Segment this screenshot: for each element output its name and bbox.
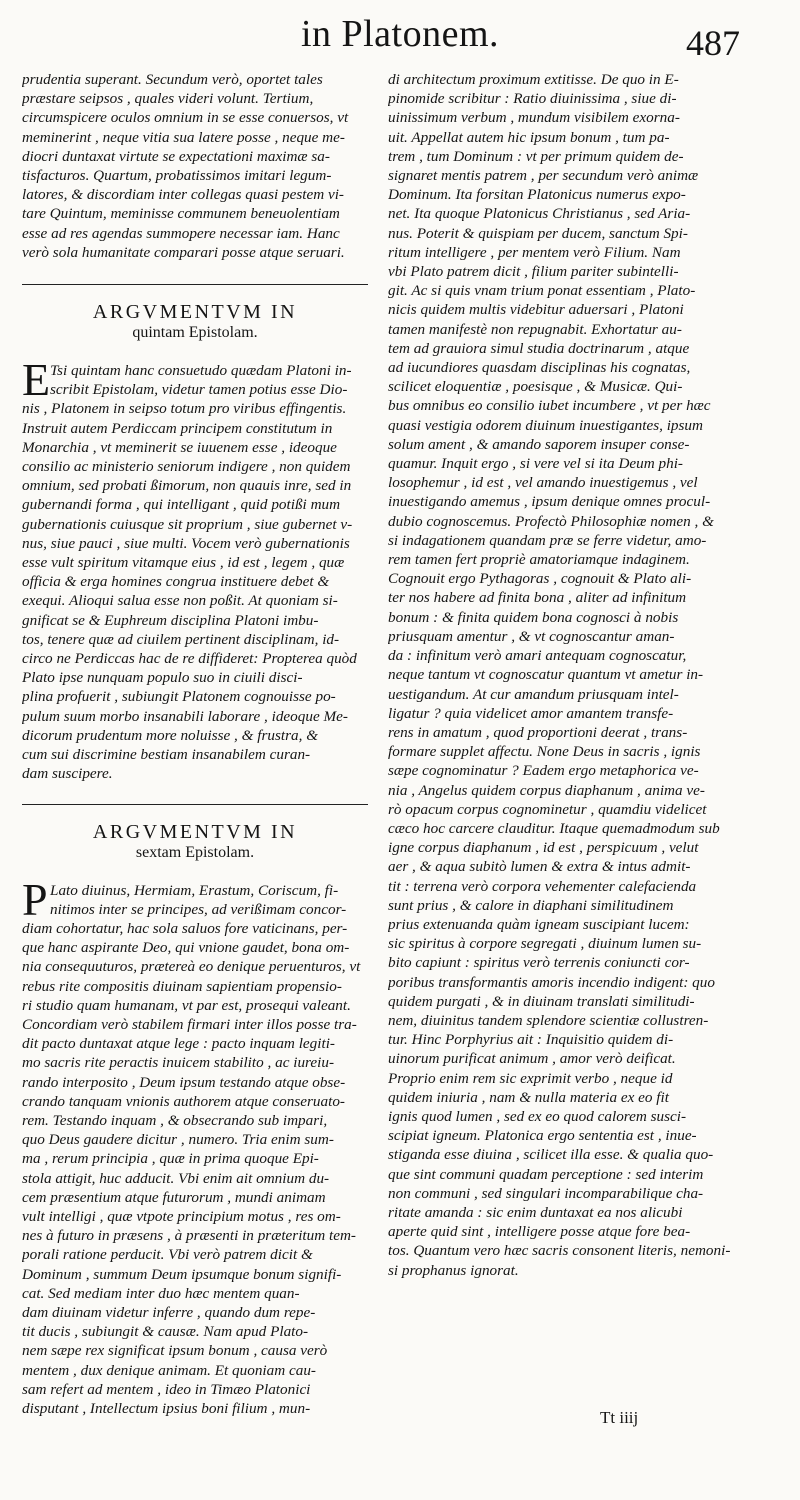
text-line: uit. Appellat autem hic ipsum bonum , tum pa- (388, 128, 670, 146)
text-line: ritum intelligere , per mentem verò Filium. Nam (388, 243, 681, 261)
text-line: circo ne Perdiccas hac de re diffideret: Propterea quòd (22, 650, 357, 668)
text-line: nem sæpe rex significat ipsum bonum , causa verò (22, 1342, 328, 1360)
text-line: aer , & aqua subitò lumen & extra & intus admit- (388, 858, 691, 876)
text-line: quo Deus gaudere dicitur , numero. Tria enim sum- (22, 1131, 334, 1149)
heading-subtitle: sextam Epistolam. (135, 843, 255, 861)
text-line: tit ducis , subiungit & causæ. Nam apud Plato- (22, 1323, 309, 1341)
text-line: rò opacum corpus cognominetur , quamdiu videlicet (388, 800, 707, 818)
text-line: net. Ita quoque Platonicus Christianus , sed Aria- (388, 205, 691, 223)
text-line: si prophanus ignorat. (388, 1261, 519, 1279)
text-line: Concordiam verò stabilem firmari inter illos posse tra- (22, 1015, 357, 1033)
text-line: nicis quidem multis videbitur aduersari , Platoni (388, 301, 684, 319)
text-line: dam suscipere. (22, 765, 113, 783)
text-line: rem tamen fert propriè amatoriamque indaginem. (388, 551, 690, 569)
text-line: nes à futuro in præsens , à præsenti in præteritum tem- (22, 1227, 356, 1245)
text-line: quidem iniuria , nam & nulla materia ex eo fit (388, 1088, 669, 1106)
text-line: scipiat igneum. Platonica ergo sententia est , inue- (388, 1127, 697, 1145)
text-line: tit : terrena verò corpora vehementer calefacienda (388, 877, 697, 895)
paragraph-quintam (22, 354, 368, 783)
text-line: tos. Quantum vero hæc sacris consonent literis, nemoni- (388, 1242, 731, 1260)
page-number: 487 (686, 23, 740, 63)
text-line: uestigandum. At cur amandum priusquam intel- (388, 685, 679, 703)
text-line: ri studio quam humanam, vt par est, prosequi valeant. (22, 996, 351, 1014)
text-line: nus. Poterit & quispiam per ducem, sanctum Spi- (388, 224, 688, 242)
text-line: ma , rerum principia , quæ in prima quoque Epi- (22, 1150, 319, 1168)
text-line: rem. Testando inquam , & obsecrando sub impari, (22, 1111, 328, 1129)
text-line: neque tantum vt cognoscatur quantum vt ametur in- (388, 666, 704, 684)
text-line: tos, tenere quæ ad ciuilem pertinent disciplinam, id- (22, 630, 340, 648)
text-line: trem , tum Dominum : vt per primum quidem de- (388, 147, 684, 165)
text-line: da : infinitum verò amari antequam cognoscatur, (388, 647, 687, 665)
text-line: quamur. Inquit ergo , si vere vel si ita Deum phi- (388, 455, 683, 473)
text-line: sam refert ad mentem , ideo in Timæo Platonici (22, 1380, 311, 1398)
text-line: nis , Platonem in seipso totum pro viribus effingentis. (22, 400, 347, 418)
text-line: verò sola humanitate comparari posse atque seruari. (22, 243, 345, 261)
text-line: vbi Plato patrem dicit , filium pariter subintelli- (388, 263, 679, 281)
section-heading-sextam (22, 821, 368, 863)
signature-mark: Tt iiij (600, 1408, 639, 1427)
text-line: dicorum prudentum more noluisse , & frustra, & (22, 726, 319, 744)
text-line: di architectum proximum extitisse. De quo in E- (388, 71, 679, 88)
text-line: igne corpus diaphanum , id est , perspicuum , velut (388, 839, 699, 857)
text-line: plina profuerit , subiungit Platonem cognouisse po- (22, 688, 336, 706)
text-line: si indagationem quandam præ se ferre videtur, amo- (388, 531, 707, 549)
text-line: tisfacturos. Quartum, probatissimos imitari legum- (22, 167, 332, 185)
paragraph-sextam (22, 873, 368, 1419)
text-line: ad iucundiores quasdam disciplinas his cognatas, (388, 359, 691, 377)
text-line: losophemur , id est , vel amando inuestigemus , vel (388, 474, 698, 492)
text-line: ter nos habere ad finita bona , aliter ad infinitum (388, 589, 687, 607)
text-line: scilicet eloquentiæ , poesisque , & Musicæ. Qui- (388, 378, 683, 396)
text-line: pulum suum morbo insanabili laborare , ideoque Me- (22, 707, 348, 725)
text-line: nitimos inter se principes, ad verißimam concor- (50, 900, 347, 918)
right-column (388, 70, 780, 1280)
text-line: tem ad grauiora simul studia doctrinarum , atque (388, 339, 690, 357)
text-line: mo sacris rite peractis inuicem stabilito , ac iureiu- (22, 1054, 335, 1072)
text-line: gnificat se & Euphreum disciplina Platoni imbu- (22, 611, 319, 629)
text-line: gubernationis cuiusque sit proprium , siue gubernet v- (22, 515, 353, 533)
text-line: cæco hoc carcere clauditur. Itaque quemadmodum sub (388, 819, 720, 837)
text-line: sunt prius , & calore in diaphani similitudinem (388, 896, 674, 914)
text-line: Proprio enim rem sic exprimit verbo , neque id (388, 1069, 673, 1087)
text-line: poribus transformantis amoris incendio indigent: quo (388, 973, 715, 991)
text-line: Monarchia , vt meminerit se iuuenem esse , ideoque (22, 438, 337, 456)
text-line: latores, & discordiam inter collegas quasi pestem vi- (22, 186, 344, 204)
text-line: esse vult spiritum vitamque eius , id est , legem , quæ (22, 554, 345, 572)
text-line: signaret mentis patrem , per secundum verò animæ (388, 167, 699, 185)
text-line: rebus rite compositis diuinam sapientiam propensio- (22, 977, 342, 995)
text-line: Plato ipse nunquam populo suo in ciuili disci- (22, 669, 303, 687)
text-line: disputant , Intellectum ipsius boni filium , mun- (22, 1399, 311, 1417)
text-line: bito capiunt : spiritus verò terrenis coniuncti cor- (388, 954, 690, 972)
text-line: mentem , dux denique animam. Et quoniam cau- (22, 1361, 316, 1379)
text-line: gubernandi forma , qui intelligant , quid potißi mum (22, 496, 341, 514)
text-line: scribit Epistolam, videtur tamen potius esse Dio- (50, 381, 348, 399)
text-line: bonum : & finita quidem bona cognosci à nobis (388, 608, 679, 626)
text-line: quidem purgati , & in diuinam translati similitudi- (388, 992, 695, 1010)
text-line: tamen manifestè non repugnabit. Exhortatur au- (388, 320, 682, 338)
text-line: Dominum , summum Deum ipsumque bonum signifi- (22, 1265, 342, 1283)
text-line: cum sui discrimine bestiam insanabilem curan- (22, 746, 311, 764)
text-line: stola attigit, huc adducit. Vbi enim ait omnium du- (22, 1169, 330, 1187)
text-line: formare supplet affectu. None Deus in sacris , ignis (388, 743, 701, 761)
text-line: Instruit autem Perdiccam principem constitutum in (22, 419, 333, 437)
drop-cap: E (22, 354, 51, 406)
text-line: Dominum. Ita forsitan Platonicus numerus expo- (388, 186, 686, 204)
text-line: prudentia superant. Secundum verò, oportet tales (22, 71, 323, 88)
text-line: bus omnibus eo consilio iubet incumbere , vt per hæc (388, 397, 711, 415)
text-line: Cognouit ergo Pythagoras , cognouit & Plato ali- (388, 570, 692, 588)
text-line: cem præsentium atque futurorum , mundi animam (22, 1188, 326, 1206)
running-title: in Platonem. (300, 13, 500, 55)
text-line: omnium, sed probati ßimorum, non quauis inre, sed in (22, 477, 352, 495)
section-heading-quintam (22, 301, 368, 343)
text-line: solum ament , & amando saporem insuper conse- (388, 435, 690, 453)
text-line: nia consequuturos, prætereà eo denique peruenturos, vt (22, 958, 361, 976)
text-line: priusquam amentur , & vt cognoscantur aman- (388, 627, 675, 645)
text-line: aperte quid sint , intelligere posse atque fore bea- (388, 1223, 691, 1241)
text-line: esse ad res agendas summopere necessar iam. Hanc (22, 224, 340, 242)
left-column (22, 70, 368, 1418)
text-line: præstare seipsos , quales videri volunt. Tertium, (22, 90, 314, 108)
heading-subtitle: quintam Epistolam. (132, 324, 258, 342)
text-line: cat. Sed mediam inter duo hæc mentem quan- (22, 1284, 300, 1302)
text-line: ritate amanda : sic enim duntaxat ea nos alicubi (388, 1203, 683, 1221)
text-line: nem, diuinitus tandem splendore scientiæ collustren- (388, 1011, 709, 1029)
text-line: nia , Angelus quidem corpus diaphanum , anima ve- (388, 781, 705, 799)
section-divider (22, 804, 368, 805)
text-line: prius extenuanda quàm igneam suscipiant lucem: (388, 915, 690, 933)
text-line: dubio cognoscemus. Profectò Philosophiæ nomen , & (388, 512, 714, 530)
text-line: consilio ac ministerio seniorum indigere , non quidem (22, 458, 351, 476)
intro-paragraph (22, 70, 368, 262)
text-line: que hanc aspirante Deo, qui vnione gaudet, bona om- (22, 939, 350, 957)
text-line: Tsi quintam hanc consuetudo quædam Platoni in- (50, 362, 352, 380)
text-line: que sint communi quadam perceptione : sed interim (388, 1165, 704, 1183)
text-line: exequi. Alioqui salua esse non poßit. At quoniam si- (22, 592, 338, 610)
text-line: inuestigando amemus , ipsum denique omnes procul- (388, 493, 711, 511)
text-line: diam cohortatur, hac sola saluos fore vaticinans, per- (22, 919, 348, 937)
text-line: pinomide scribitur : Ratio diuinissima , siue di- (388, 90, 677, 108)
text-line: quasi vestigia odorem diuinum inuestigantes, ipsum (388, 416, 703, 434)
text-line: dit pacto duntaxat atque lege : pacto inquam legiti- (22, 1035, 335, 1053)
text-line: meminerint , neque vitia sua latere posse , neque me- (22, 128, 345, 146)
text-line: tur. Hinc Porphyrius ait : Inquisitio quidem di- (388, 1031, 674, 1049)
heading-title: ARGVMENTVM IN (92, 820, 298, 843)
text-line: tare Quintum, meminisse communem beneuolentiam (22, 205, 340, 223)
text-line: rando interposito , Deum ipsum testando atque obse- (22, 1073, 346, 1091)
text-line: sæpe cognominatur ? Eadem ergo metaphorica ve- (388, 762, 699, 780)
text-line: crando tanquam vnionis authorem atque conseruato- (22, 1092, 345, 1110)
text-line: sic spiritus à corpore segregati , diuinum lumen su- (388, 935, 702, 953)
text-line: stiganda esse diuina , scilicet illa esse. & qualia quo- (388, 1146, 714, 1164)
section-divider (22, 284, 368, 285)
text-line: nus, siue pauci , siue multi. Vocem verò gubernationis (22, 534, 350, 552)
text-line: diocri duntaxat virtute se expectationi maximæ sa- (22, 147, 330, 165)
text-line: officia & erga homines congrua instituere debet & (22, 573, 330, 591)
text-line: Lato diuinus, Hermiam, Erastum, Coriscum, fi- (50, 881, 339, 899)
text-line: non communi , sed singulari incomparabilique cha- (388, 1184, 704, 1202)
right-column-text (388, 70, 780, 1280)
text-line: ignis quod lumen , sed ex eo quod calorem susci- (388, 1107, 687, 1125)
text-line: circumspicere oculos omnium in se esse conuersos, vt (22, 109, 349, 127)
text-line: dam diuinam videtur inferre , quando dum repe- (22, 1303, 316, 1321)
text-line: porali ratione perducit. Vbi verò patrem dicit & (22, 1246, 313, 1264)
heading-title: ARGVMENTVM IN (92, 301, 298, 324)
text-line: uinissimum verbum , mundum visibilem exorna- (388, 109, 680, 127)
text-line: ligatur ? quia videlicet amor amantem transfe- (388, 704, 674, 722)
text-line: uinorum purificat animum , amor verò deificat. (388, 1050, 676, 1068)
text-line: rens in amatum , quod proportioni deerat , trans- (388, 723, 688, 741)
text-line: git. Ac si quis vnam trium ponat essentiam , Plato- (388, 282, 696, 300)
drop-cap: P (22, 873, 48, 925)
text-line: vult intelligi , quæ vtpote principium motus , res om- (22, 1207, 341, 1225)
